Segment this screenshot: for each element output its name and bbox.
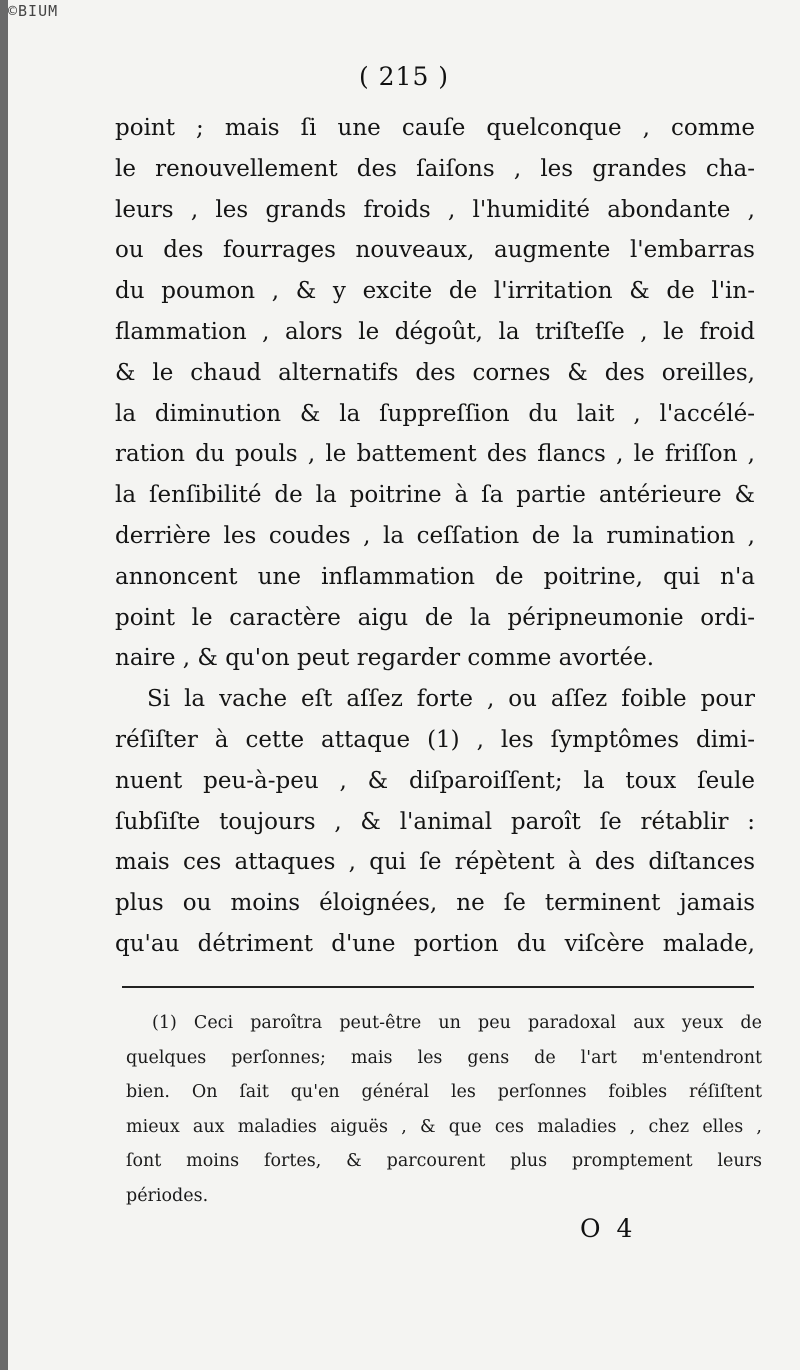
body-line: réſiſter à cette attaque (1) , les ſymptômes dimi-	[115, 726, 755, 753]
body-line: & le chaud alternatifs des cornes & des oreilles,	[115, 359, 755, 386]
body-line: mais ces attaques , qui ſe répètent à des diſtances	[115, 849, 755, 876]
body-line: la ſenſibilité de la poitrine à ſa partie antérieure &	[115, 482, 755, 509]
body-line: ration du pouls , le battement des flancs , le friſſon ,	[115, 441, 755, 468]
body-line: leurs , les grands froids , l'humidité abondante ,	[115, 196, 755, 223]
body-line: ſubſiſte toujours , & l'animal paroît ſe rétablir :	[115, 808, 755, 835]
body-line: Si la vache eſt aſſez forte , ou aſſez foible pour	[147, 686, 755, 713]
body-line: qu'au détriment d'une portion du viſcère malade,	[115, 930, 755, 957]
page-number: ( 215 )	[358, 62, 450, 91]
body-line: plus ou moins éloignées, ne ſe terminent jamais	[115, 890, 755, 917]
body-line: la diminution & la ſuppreſſion du lait , l'accélé-	[115, 400, 755, 427]
footnote-line: (1) Ceci paroîtra peut-être un peu paradoxal aux yeux de	[152, 1013, 762, 1033]
body-line: derrière les coudes , la ceſſation de la rumination ,	[115, 522, 755, 549]
body-line: nuent peu-à-peu , & diſparoiſſent; la toux ſeule	[115, 767, 755, 794]
book-page	[8, 0, 800, 1370]
body-line: point le caractère aigu de la péripneumonie ordi-	[115, 604, 755, 631]
footnote-line: mieux aux maladies aiguës , & que ces maladies , chez elles ,	[126, 1116, 762, 1137]
body-line: annoncent une inflammation de poitrine, qui n'a	[115, 563, 755, 590]
body-line: ou des fourrages nouveaux, augmente l'embarras	[115, 237, 755, 264]
body-text	[115, 108, 755, 965]
signature-mark: O 4	[580, 1214, 637, 1243]
body-line: naire , & qu'on peut regarder comme avortée.	[115, 645, 655, 672]
footnote-line: bien. On ſait qu'en général les perſonnes foibles réſiſtent	[126, 1082, 762, 1103]
footnote	[126, 1006, 762, 1214]
body-line: du poumon , & y excite de l'irritation & de l'in-	[115, 278, 755, 305]
footnote-line: quelques perſonnes; mais les gens de l'art m'entendront	[126, 1047, 762, 1068]
body-line: flammation , alors le dégoût, la triſteſſe , le froid	[115, 318, 755, 345]
body-line: le renouvellement des ſaiſons , les grandes cha-	[115, 155, 755, 182]
footnote-line: ſont moins fortes, & parcourent plus promptement leurs	[126, 1151, 762, 1172]
footnote-line: périodes.	[126, 1185, 209, 1206]
body-line: point ; mais ſi une cauſe quelconque , comme	[115, 115, 755, 141]
footnote-divider	[122, 986, 754, 988]
watermark: ©BIUM	[8, 2, 59, 20]
